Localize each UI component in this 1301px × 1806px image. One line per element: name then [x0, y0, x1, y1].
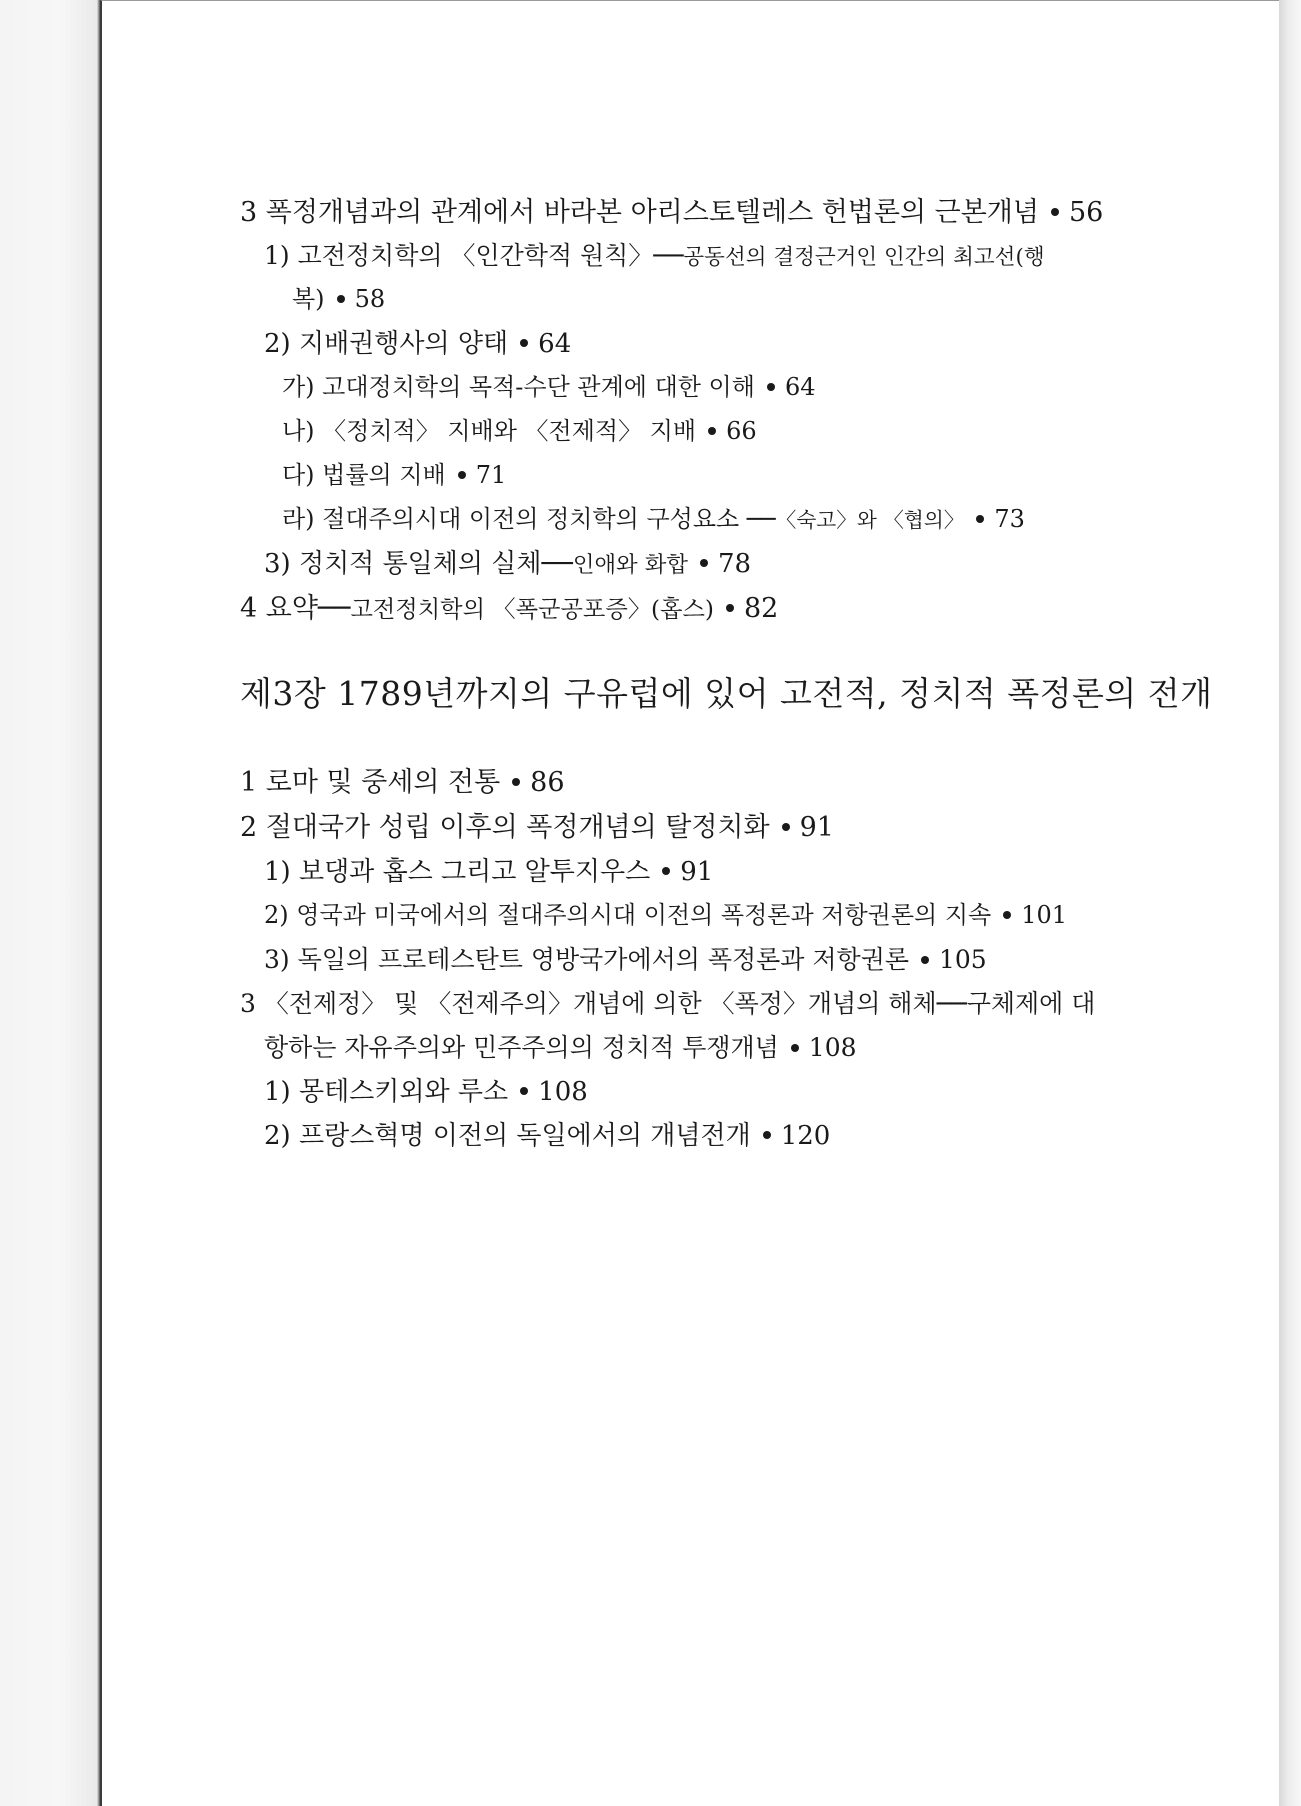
bullet-dot-icon	[763, 1131, 771, 1139]
toc-entry-title: 가) 고대정치학의 목적-수단 관계에 대한 이해	[282, 373, 755, 401]
bullet-dot-icon	[726, 604, 734, 612]
toc-entry	[282, 507, 1025, 531]
bullet-dot-icon	[662, 867, 670, 875]
toc-entry-title: 다) 법률의 지배	[282, 461, 446, 489]
bullet-dot-icon	[1051, 208, 1059, 216]
toc-entry-subtitle: 공동선의 결정근거인 인간의 최고선(행	[683, 245, 1045, 270]
toc-entry-title: 2) 영국과 미국에서의 절대주의시대 이전의 폭정론과 저항권론의 지속	[264, 901, 992, 929]
bullet-dot-icon	[708, 427, 716, 435]
bullet-dot-icon	[700, 559, 708, 567]
toc-entry	[264, 903, 1067, 927]
toc-entry-subtitle: 인애와 화합	[572, 552, 688, 578]
toc-entry-title: 3 폭정개념과의 관계에서 바라본 아리스토텔레스 헌법론의 근본개념	[240, 197, 1039, 228]
table-of-contents	[102, 1, 1280, 1806]
toc-page-number: 91	[680, 857, 714, 887]
toc-entry-title: 나) 〈정치적〉 지배와 〈전제적〉 지배	[282, 417, 697, 445]
bullet-dot-icon	[782, 823, 790, 831]
toc-page-number: 64	[784, 373, 816, 401]
toc-entry	[240, 595, 778, 622]
toc-entry-subtitle: 〈숙고〉와 〈협의〉	[775, 508, 965, 532]
toc-entry	[282, 463, 506, 487]
toc-entry	[264, 859, 713, 885]
toc-entry	[264, 1123, 830, 1149]
toc-entry	[264, 331, 571, 357]
toc-entry-subtitle: 고전정치학의 〈폭군공포증〉(홉스)	[350, 596, 714, 623]
toc-entry	[282, 375, 815, 399]
toc-entry	[240, 199, 1103, 226]
toc-page-number: 86	[530, 767, 565, 798]
toc-page-number: 105	[939, 945, 987, 974]
toc-entry	[282, 419, 757, 443]
toc-entry	[264, 947, 987, 972]
chapter-heading: 제3장 1789년까지의 구유럽에 있어 고전적, 정치적 폭정론의 전개	[240, 674, 1213, 713]
toc-entry-continuation	[264, 1035, 857, 1060]
bullet-dot-icon	[976, 515, 984, 523]
toc-entry	[264, 243, 1045, 269]
toc-page-number: 78	[717, 549, 752, 579]
toc-entry-title: 4 요약──	[240, 593, 351, 624]
toc-page-number: 71	[475, 461, 507, 489]
toc-page-number: 101	[1021, 901, 1067, 929]
toc-page-number: 58	[354, 285, 386, 313]
bullet-dot-icon	[1003, 911, 1011, 919]
toc-entry-continuation	[292, 287, 385, 311]
toc-page-number: 64	[538, 329, 572, 359]
bullet-dot-icon	[921, 956, 929, 964]
bullet-dot-icon	[791, 1044, 799, 1052]
toc-page-number: 56	[1068, 197, 1104, 228]
toc-entry	[264, 1079, 588, 1105]
toc-entry	[264, 551, 751, 577]
toc-page-number: 108	[538, 1077, 588, 1107]
toc-entry-title: 3) 독일의 프로테스탄트 영방국가에서의 폭정론과 저항권론	[264, 945, 909, 974]
toc-entry	[240, 991, 1095, 1016]
bullet-dot-icon	[520, 1087, 528, 1095]
bullet-dot-icon	[337, 295, 345, 303]
toc-entry-title: 3) 정치적 통일체의 실체──	[264, 549, 573, 579]
toc-entry-title: 1) 고전정치학의 〈인간학적 원칙〉──	[264, 241, 684, 270]
bullet-dot-icon	[512, 778, 520, 786]
toc-page-number: 66	[726, 417, 757, 445]
toc-entry-title: 3 〈전제정〉 및 〈전제주의〉개념에 의한 〈폭정〉개념의 해체──구체제에 대	[240, 989, 1096, 1018]
bullet-dot-icon	[520, 339, 528, 347]
right-page-edge	[1279, 0, 1301, 1806]
toc-page-number: 91	[799, 812, 834, 843]
toc-entry-title: 복)	[292, 285, 325, 313]
toc-page-number: 108	[808, 1033, 857, 1062]
toc-entry-title: 1) 보댕과 홉스 그리고 알투지우스	[264, 857, 651, 887]
toc-page-number: 120	[780, 1121, 831, 1151]
toc-entry	[240, 769, 565, 796]
book-page	[100, 0, 1280, 1806]
toc-entry-title: 1) 몽테스키외와 루소	[264, 1077, 509, 1107]
toc-page-number: 82	[743, 593, 779, 624]
toc-entry-title: 라) 절대주의시대 이전의 정치학의 구성요소 ──	[282, 505, 776, 533]
toc-page-number: 73	[994, 505, 1025, 533]
left-page-edge	[0, 0, 100, 1806]
toc-entry-title: 2) 지배권행사의 양태	[264, 329, 509, 359]
toc-entry	[240, 814, 834, 841]
toc-entry-title: 1 로마 및 중세의 전통	[240, 767, 501, 798]
toc-entry-title: 2) 프랑스혁명 이전의 독일에서의 개념전개	[264, 1121, 751, 1151]
toc-entry-title: 2 절대국가 성립 이후의 폭정개념의 탈정치화	[240, 812, 770, 843]
bullet-dot-icon	[767, 383, 775, 391]
toc-entry-title: 항하는 자유주의와 민주주의의 정치적 투쟁개념	[264, 1033, 779, 1062]
bullet-dot-icon	[458, 471, 466, 479]
